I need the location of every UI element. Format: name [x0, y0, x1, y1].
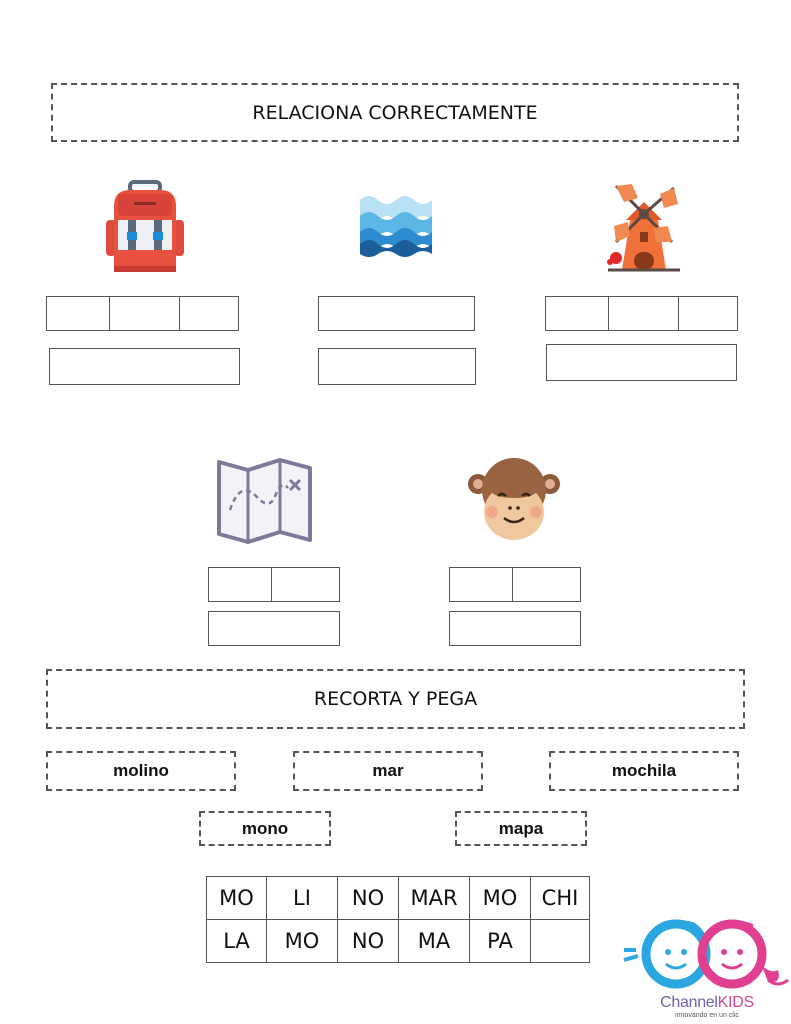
syllable-box	[609, 297, 679, 330]
word-card-mono[interactable]: mono	[199, 811, 331, 846]
logo-brand	[622, 994, 791, 1012]
syllable-cell[interactable]: MO	[207, 877, 267, 920]
syllable-box	[513, 568, 580, 601]
syllable-cell[interactable]: LI	[267, 877, 338, 920]
word-card-mar[interactable]: mar	[293, 751, 483, 791]
syllable-table	[206, 876, 590, 963]
syllable-box	[209, 568, 272, 601]
syllable-box	[546, 297, 609, 330]
syllable-cell[interactable]: NO	[338, 877, 399, 920]
syllable-cell[interactable]: MAR	[399, 877, 470, 920]
syllable-box	[180, 297, 238, 330]
syllable-row	[207, 877, 590, 920]
syllable-row	[207, 920, 590, 963]
backpack-word-box	[49, 348, 240, 385]
logo-brand-first: Channel	[660, 994, 718, 1011]
kids-faces-icon	[622, 910, 791, 994]
syllable-box	[110, 297, 180, 330]
sea-word-box	[318, 348, 476, 385]
sea-waves-icon	[360, 192, 432, 260]
syllable-box	[679, 297, 737, 330]
backpack-syllable-boxes	[46, 296, 239, 331]
syllable-cell[interactable]: MA	[399, 920, 470, 963]
syllable-cell[interactable]: CHI	[531, 877, 590, 920]
windmill-word-box	[546, 344, 737, 381]
relate-heading: RELACIONA CORRECTAMENTE	[51, 83, 739, 142]
syllable-cell[interactable]: MO	[267, 920, 338, 963]
syllable-cell[interactable]: PA	[470, 920, 531, 963]
cut-paste-heading: RECORTA Y PEGA	[46, 669, 745, 729]
map-syllable-boxes	[208, 567, 340, 602]
sea-syllable-boxes	[318, 296, 475, 331]
windmill-syllable-boxes	[545, 296, 738, 331]
syllable-cell[interactable]: LA	[207, 920, 267, 963]
map-icon	[216, 456, 314, 546]
word-card-molino[interactable]: molino	[46, 751, 236, 791]
word-card-mochila[interactable]: mochila	[549, 751, 739, 791]
word-card-mapa[interactable]: mapa	[455, 811, 587, 846]
logo-tagline: innovando en un clic	[675, 1012, 739, 1019]
monkey-word-box	[449, 611, 581, 646]
map-word-box	[208, 611, 340, 646]
logo-brand-second: KIDS	[717, 994, 754, 1011]
windmill-icon	[604, 180, 684, 276]
backpack-icon	[104, 180, 186, 274]
syllable-cell	[531, 920, 590, 963]
syllable-box	[47, 297, 110, 330]
syllable-cell[interactable]: NO	[338, 920, 399, 963]
monkey-icon	[468, 454, 560, 546]
syllable-box	[272, 568, 339, 601]
monkey-syllable-boxes	[449, 567, 581, 602]
syllable-cell[interactable]: MO	[470, 877, 531, 920]
channelkids-logo	[622, 910, 791, 1024]
syllable-box	[450, 568, 513, 601]
